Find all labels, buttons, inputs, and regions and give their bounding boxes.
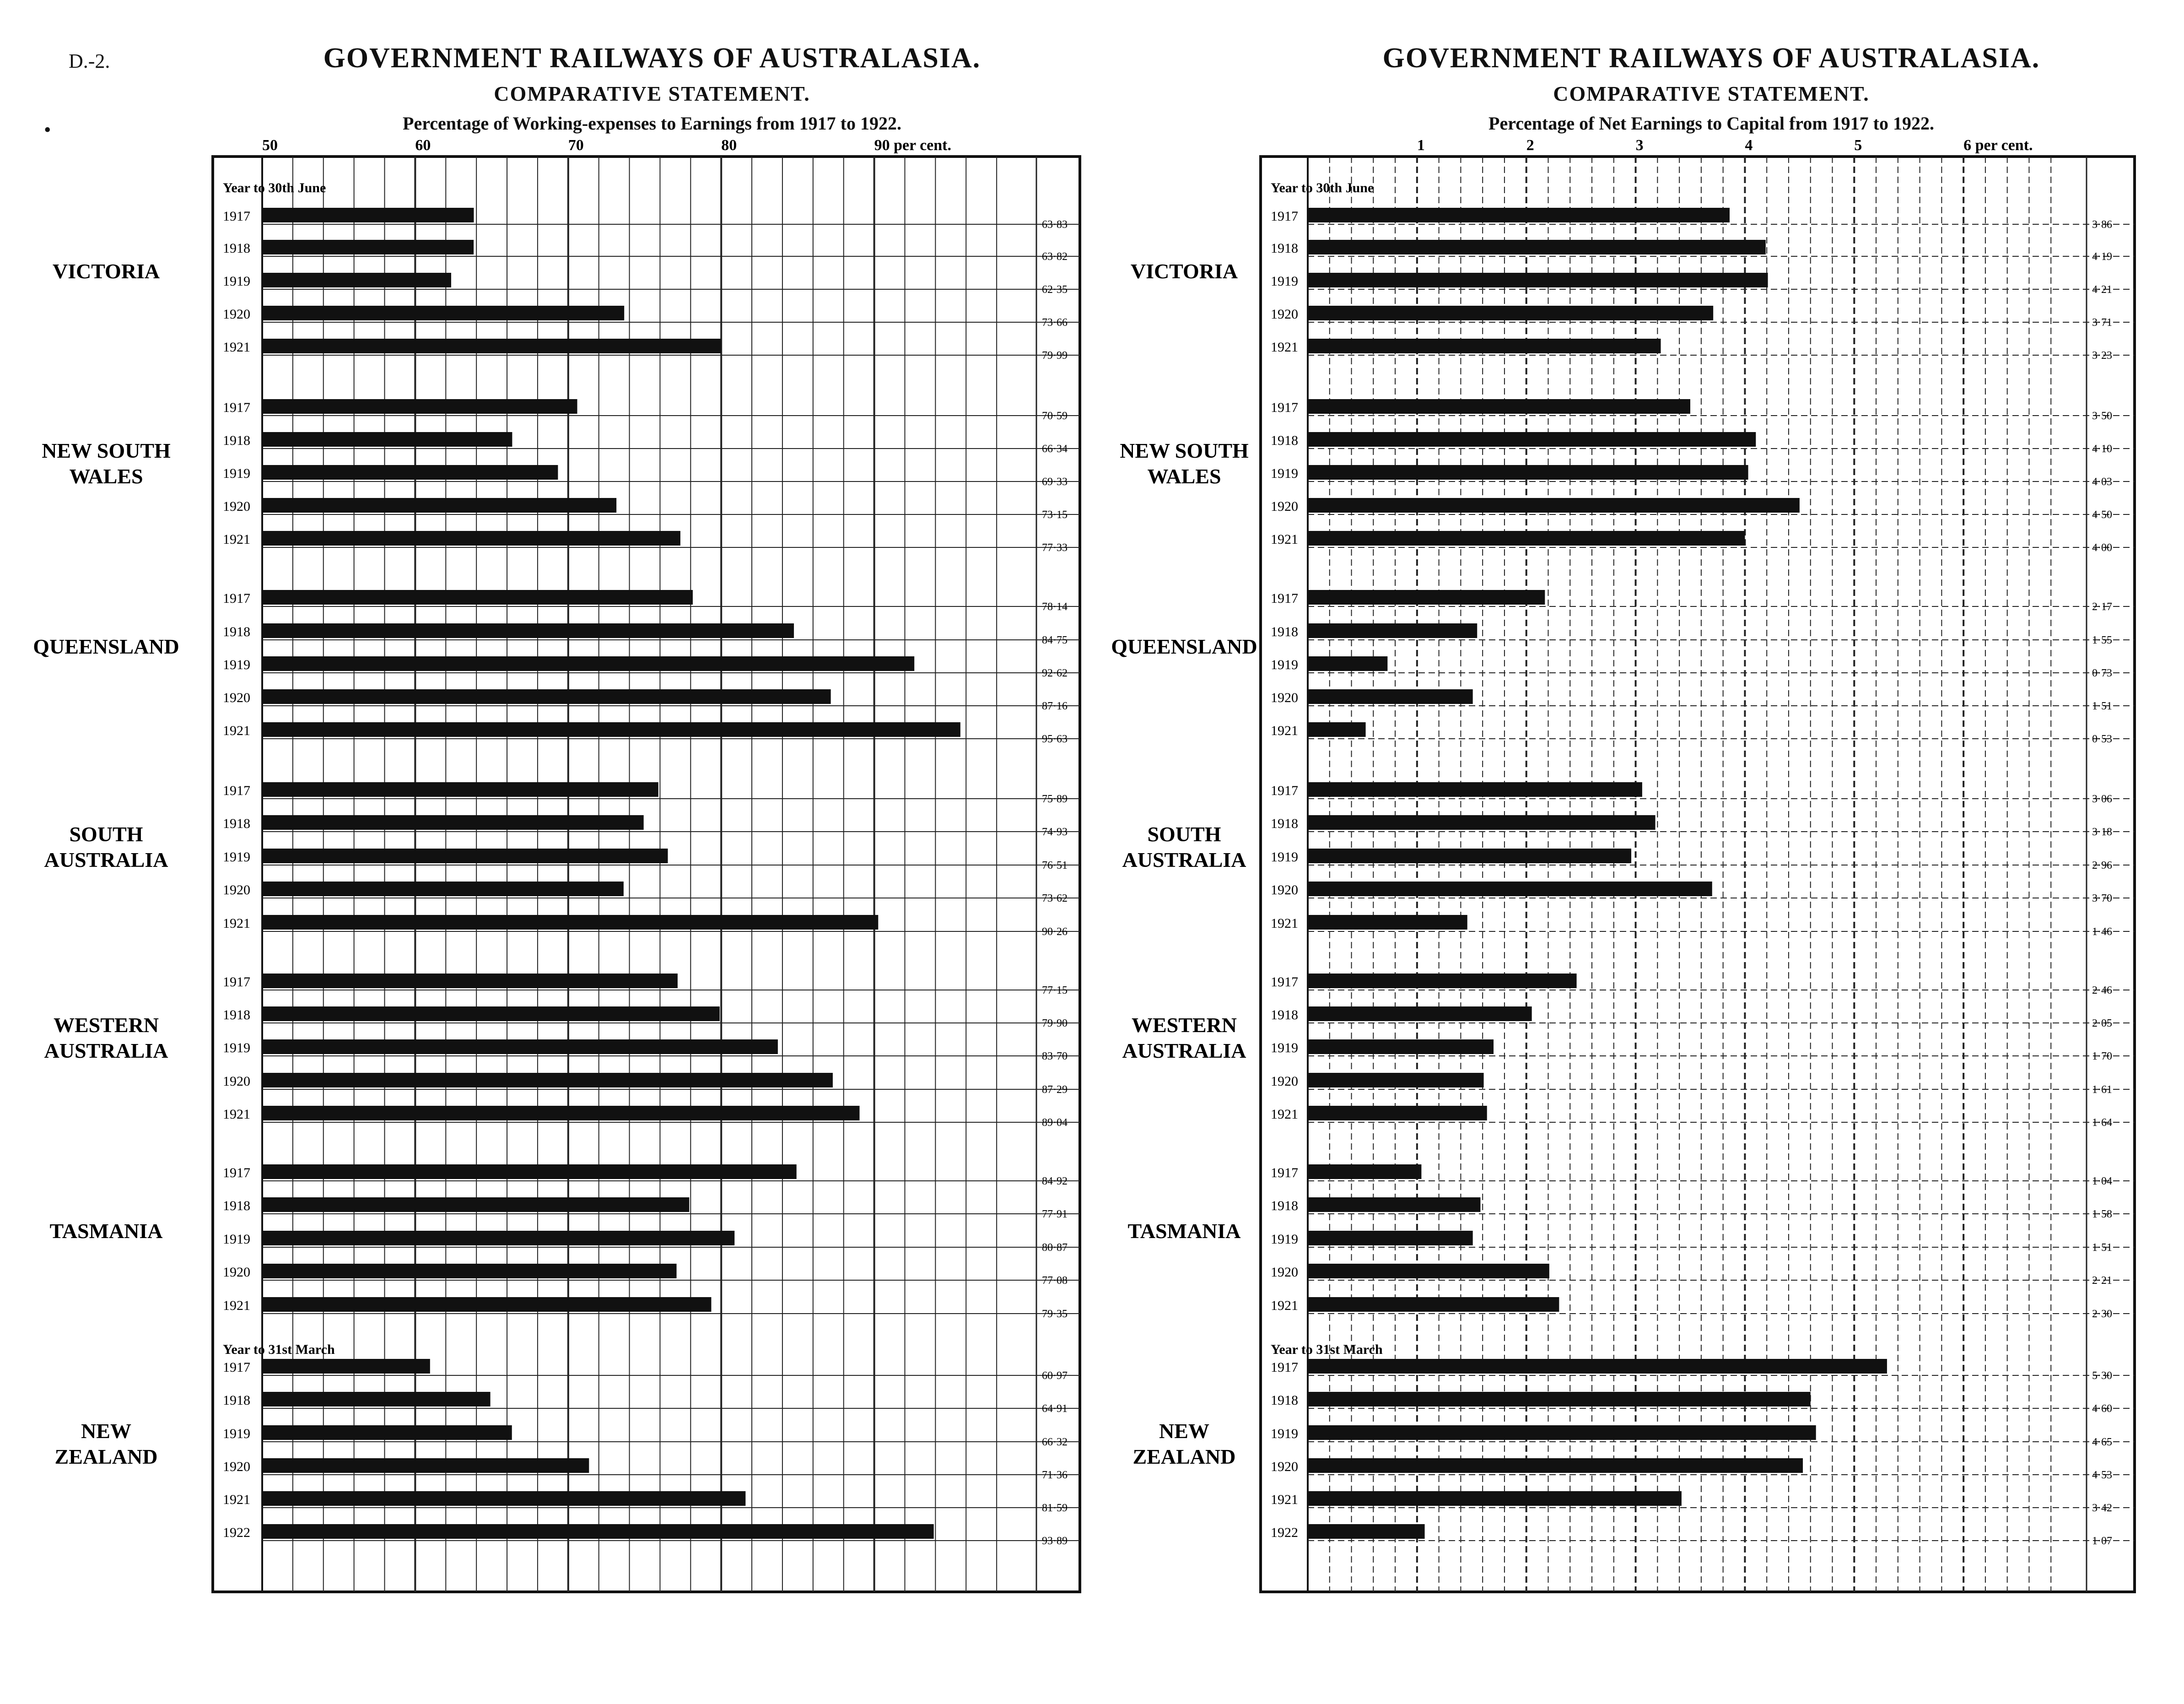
year-label: 1921 xyxy=(1271,1298,1298,1313)
year-label: 1921 xyxy=(1271,916,1298,931)
value-label: 77·15 xyxy=(1042,985,1068,996)
stray-mark: • xyxy=(44,119,51,141)
value-label: 0·53 xyxy=(2092,733,2112,745)
value-label: 74·93 xyxy=(1042,826,1068,838)
group-label: ZEALAND xyxy=(54,1445,158,1468)
value-label: 77·91 xyxy=(1042,1208,1068,1220)
left-chart-title: GOVERNMENT RAILWAYS OF AUSTRALASIA. xyxy=(323,43,981,74)
value-label: 3·50 xyxy=(2092,410,2112,422)
year-label: 1919 xyxy=(1271,1426,1298,1441)
year-label: 1921 xyxy=(223,340,250,355)
year-label: 1918 xyxy=(1271,1007,1298,1022)
value-label: 4·03 xyxy=(2092,476,2112,488)
value-label: 73·15 xyxy=(1042,509,1068,521)
year-label: 1922 xyxy=(1271,1525,1298,1540)
data-bar xyxy=(1308,1039,1494,1054)
value-label: 3·42 xyxy=(2092,1502,2112,1514)
value-label: 1·51 xyxy=(2092,700,2112,712)
data-bar xyxy=(1308,1073,1484,1087)
year-label: 1918 xyxy=(223,624,250,639)
value-label: 73·62 xyxy=(1042,893,1068,904)
year-label: 1918 xyxy=(1271,1198,1298,1213)
year-label: 1920 xyxy=(223,1459,250,1474)
value-label: 92·62 xyxy=(1042,667,1068,679)
year-label: 1921 xyxy=(1271,723,1298,738)
data-bar xyxy=(1308,1297,1559,1312)
data-bar xyxy=(1308,498,1800,513)
x-tick-label: 80 xyxy=(721,137,737,154)
group-label: WALES xyxy=(1147,465,1221,488)
group-label: SOUTH xyxy=(1147,822,1221,846)
year-label: 1917 xyxy=(1271,783,1298,798)
group-label: VICTORIA xyxy=(1130,260,1238,283)
value-label: 4·19 xyxy=(2092,251,2112,263)
value-label: 70·59 xyxy=(1042,410,1068,422)
year-label: 1921 xyxy=(223,916,250,931)
value-label: 80·87 xyxy=(1042,1242,1068,1254)
x-tick-label: 60 xyxy=(415,137,431,154)
year-label: 1920 xyxy=(223,882,250,898)
group-label: ZEALAND xyxy=(1132,1445,1236,1468)
x-tick-label: 1 xyxy=(1417,137,1425,154)
value-label: 1·51 xyxy=(2092,1242,2112,1254)
data-bar xyxy=(1308,1006,1532,1021)
group-label: SOUTH xyxy=(69,822,143,846)
value-label: 1·70 xyxy=(2092,1050,2112,1062)
year-label: 1918 xyxy=(1271,1393,1298,1408)
value-label: 84·92 xyxy=(1042,1175,1068,1187)
year-label: 1920 xyxy=(1271,499,1298,514)
data-bar xyxy=(1308,974,1577,988)
group-label: QUEENSLAND xyxy=(1111,635,1257,658)
year-label: 1920 xyxy=(223,1074,250,1089)
year-label: 1920 xyxy=(1271,882,1298,898)
x-tick-label: 5 xyxy=(1854,137,1862,154)
year-label: 1917 xyxy=(223,1360,250,1375)
value-label: 2·05 xyxy=(2092,1017,2112,1029)
value-label: 3·18 xyxy=(2092,826,2112,838)
value-label: 81·59 xyxy=(1042,1502,1068,1514)
value-label: 3·86 xyxy=(2092,219,2112,231)
value-label: 4·60 xyxy=(2092,1403,2112,1415)
group-label: NEW SOUTH xyxy=(42,439,171,462)
group-label: AUSTRALIA xyxy=(1122,848,1246,871)
data-bar xyxy=(1308,1425,1816,1440)
value-label: 2·30 xyxy=(2092,1308,2112,1320)
data-bar xyxy=(1308,1458,1803,1473)
value-label: 4·53 xyxy=(2092,1469,2112,1481)
value-label: 62·35 xyxy=(1042,284,1068,296)
value-label: 3·23 xyxy=(2092,350,2112,362)
year-label: 1919 xyxy=(1271,657,1298,672)
value-label: 4·21 xyxy=(2092,284,2112,296)
year-label: 1917 xyxy=(223,591,250,606)
group-label: AUSTRALIA xyxy=(1122,1039,1246,1062)
year-label: 1918 xyxy=(223,1007,250,1022)
value-label: 1·04 xyxy=(2092,1175,2112,1187)
value-label: 2·96 xyxy=(2092,860,2112,871)
group-label: QUEENSLAND xyxy=(33,635,179,658)
data-bar xyxy=(1308,915,1467,930)
value-label: 2·46 xyxy=(2092,985,2112,996)
value-label: 4·50 xyxy=(2092,509,2112,521)
year-label: 1917 xyxy=(223,400,250,415)
year-label: 1919 xyxy=(1271,1040,1298,1055)
value-label: 75·89 xyxy=(1042,793,1068,805)
year-label: 1920 xyxy=(1271,1074,1298,1089)
group-label: AUSTRALIA xyxy=(44,1039,168,1062)
group-label: WESTERN xyxy=(1131,1013,1237,1037)
header-year-to-31st-march: Year to 31st March xyxy=(223,1342,335,1357)
year-label: 1917 xyxy=(1271,974,1298,990)
value-label: 3·06 xyxy=(2092,793,2112,805)
group-label: VICTORIA xyxy=(52,260,160,283)
value-label: 4·00 xyxy=(2092,542,2112,554)
right-chart-caption: Percentage of Net Earnings to Capital from 1917 to 1922. xyxy=(1488,113,1934,134)
value-label: 3·70 xyxy=(2092,893,2112,904)
data-bar xyxy=(1308,465,1748,480)
year-label: 1917 xyxy=(1271,1360,1298,1375)
group-label: NEW xyxy=(1159,1419,1209,1443)
year-label: 1920 xyxy=(1271,1459,1298,1474)
value-label: 87·16 xyxy=(1042,700,1068,712)
value-label: 79·90 xyxy=(1042,1017,1068,1029)
left-chart-caption: Percentage of Working-expenses to Earnings from 1917 to 1922. xyxy=(403,113,901,134)
year-label: 1917 xyxy=(1271,591,1298,606)
value-label: 1·61 xyxy=(2092,1084,2112,1096)
value-label: 93·89 xyxy=(1042,1535,1068,1547)
value-label: 69·33 xyxy=(1042,476,1068,488)
value-label: 0·73 xyxy=(2092,667,2112,679)
year-label: 1921 xyxy=(223,1298,250,1313)
value-label: 73·66 xyxy=(1042,317,1068,329)
year-label: 1921 xyxy=(1271,1107,1298,1122)
value-label: 76·51 xyxy=(1042,860,1068,871)
year-label: 1919 xyxy=(1271,274,1298,289)
year-label: 1919 xyxy=(223,1426,250,1441)
value-label: 4·65 xyxy=(2092,1436,2112,1448)
year-label: 1920 xyxy=(223,499,250,514)
value-label: 64·91 xyxy=(1042,1403,1068,1415)
year-label: 1919 xyxy=(223,1040,250,1055)
year-label: 1921 xyxy=(1271,340,1298,355)
x-tick-label: 90 per cent. xyxy=(874,137,951,154)
value-label: 89·04 xyxy=(1042,1117,1068,1129)
data-bar xyxy=(1308,722,1366,737)
data-bar xyxy=(1308,208,1730,222)
value-label: 1·58 xyxy=(2092,1208,2112,1220)
page-identifier: D.-2. xyxy=(69,50,110,72)
year-label: 1919 xyxy=(223,657,250,672)
data-bar xyxy=(1308,1197,1480,1212)
year-label: 1919 xyxy=(1271,466,1298,481)
value-label: 79·35 xyxy=(1042,1308,1068,1320)
year-label: 1920 xyxy=(1271,690,1298,705)
year-label: 1920 xyxy=(223,307,250,322)
data-bar xyxy=(1308,240,1766,254)
value-label: 66·34 xyxy=(1042,443,1068,455)
group-label: NEW xyxy=(81,1419,131,1443)
value-label: 63·83 xyxy=(1042,219,1068,231)
x-tick-label: 3 xyxy=(1635,137,1644,154)
year-label: 1917 xyxy=(223,783,250,798)
value-label: 4·10 xyxy=(2092,443,2112,455)
data-bar xyxy=(1308,1164,1421,1179)
x-tick-label: 2 xyxy=(1526,137,1534,154)
value-label: 1·64 xyxy=(2092,1117,2112,1129)
data-bar xyxy=(1308,1106,1487,1120)
group-label: TASMANIA xyxy=(1127,1219,1241,1243)
year-label: 1921 xyxy=(223,1492,250,1507)
group-label: AUSTRALIA xyxy=(44,848,168,871)
x-tick-label: 70 xyxy=(568,137,584,154)
value-label: 2·21 xyxy=(2092,1275,2112,1287)
header-year-to-30th-june: Year to 30th June xyxy=(1271,180,1374,195)
value-label: 87·29 xyxy=(1042,1084,1068,1096)
year-label: 1918 xyxy=(223,816,250,831)
right-chart-subtitle: COMPARATIVE STATEMENT. xyxy=(1553,82,1870,105)
data-bar xyxy=(1308,882,1712,896)
year-label: 1921 xyxy=(223,723,250,738)
data-bar xyxy=(1308,590,1545,605)
data-bar xyxy=(1308,1359,1887,1374)
value-label: 66·32 xyxy=(1042,1436,1068,1448)
value-label: 84·75 xyxy=(1042,634,1068,646)
year-label: 1918 xyxy=(223,433,250,448)
value-label: 60·97 xyxy=(1042,1370,1068,1382)
value-label: 79·99 xyxy=(1042,350,1068,362)
year-label: 1917 xyxy=(223,209,250,224)
data-bar xyxy=(1308,849,1631,863)
data-bar xyxy=(1308,1231,1473,1245)
year-label: 1917 xyxy=(223,1165,250,1180)
year-label: 1921 xyxy=(1271,1492,1298,1507)
year-label: 1921 xyxy=(1271,532,1298,547)
year-label: 1918 xyxy=(1271,624,1298,639)
value-label: 1·07 xyxy=(2092,1535,2112,1547)
year-label: 1920 xyxy=(223,1265,250,1280)
value-label: 90·26 xyxy=(1042,926,1068,938)
year-label: 1917 xyxy=(1271,1165,1298,1180)
x-tick-label: 6 per cent. xyxy=(1963,137,2033,154)
value-label: 78·14 xyxy=(1042,601,1068,613)
year-label: 1918 xyxy=(223,1198,250,1213)
data-bar xyxy=(1308,339,1661,353)
data-bar xyxy=(1308,1524,1425,1539)
data-bar xyxy=(1308,273,1768,287)
value-label: 2·17 xyxy=(2092,601,2112,613)
year-label: 1918 xyxy=(1271,241,1298,256)
year-label: 1918 xyxy=(1271,816,1298,831)
value-label: 1·55 xyxy=(2092,634,2112,646)
data-bar xyxy=(1308,1392,1811,1406)
year-label: 1919 xyxy=(223,1232,250,1247)
year-label: 1917 xyxy=(223,974,250,990)
year-label: 1919 xyxy=(223,849,250,865)
value-label: 77·33 xyxy=(1042,542,1068,554)
data-bar xyxy=(1308,623,1477,638)
data-bar xyxy=(1308,531,1745,546)
year-label: 1918 xyxy=(223,1393,250,1408)
value-label: 95·63 xyxy=(1042,733,1068,745)
year-label: 1919 xyxy=(223,466,250,481)
year-label: 1920 xyxy=(1271,1265,1298,1280)
value-label: 83·70 xyxy=(1042,1050,1068,1062)
data-bar xyxy=(1308,306,1713,320)
data-bar xyxy=(1308,399,1690,414)
left-chart-subtitle: COMPARATIVE STATEMENT. xyxy=(494,82,810,105)
right-chart-title: GOVERNMENT RAILWAYS OF AUSTRALASIA. xyxy=(1382,43,2040,74)
value-label: 5·30 xyxy=(2092,1370,2112,1382)
value-label: 3·71 xyxy=(2092,317,2112,329)
year-label: 1919 xyxy=(1271,849,1298,865)
year-label: 1918 xyxy=(1271,433,1298,448)
data-bar xyxy=(1308,1491,1682,1506)
group-label: WALES xyxy=(69,465,143,488)
value-label: 77·08 xyxy=(1042,1275,1068,1287)
year-label: 1917 xyxy=(1271,209,1298,224)
year-label: 1917 xyxy=(1271,400,1298,415)
year-label: 1920 xyxy=(1271,307,1298,322)
year-label: 1921 xyxy=(223,532,250,547)
year-label: 1921 xyxy=(223,1107,250,1122)
value-label: 1·46 xyxy=(2092,926,2112,938)
data-bar xyxy=(1308,432,1756,447)
value-label: 71·36 xyxy=(1042,1469,1068,1481)
group-label: WESTERN xyxy=(53,1013,159,1037)
data-bar xyxy=(1308,1264,1549,1278)
x-tick-label: 50 xyxy=(262,137,278,154)
x-tick-label: 4 xyxy=(1745,137,1753,154)
header-year-to-30th-june: Year to 30th June xyxy=(223,180,326,195)
data-bar xyxy=(1308,689,1473,704)
year-label: 1922 xyxy=(223,1525,250,1540)
group-label: TASMANIA xyxy=(49,1219,163,1243)
year-label: 1920 xyxy=(223,690,250,705)
year-label: 1918 xyxy=(223,241,250,256)
year-label: 1919 xyxy=(1271,1232,1298,1247)
header-year-to-31st-march: Year to 31st March xyxy=(1271,1342,1383,1357)
year-label: 1919 xyxy=(223,274,250,289)
value-label: 63·82 xyxy=(1042,251,1068,263)
group-label: NEW SOUTH xyxy=(1120,439,1249,462)
data-bar xyxy=(1308,656,1387,671)
data-bar xyxy=(1308,782,1642,797)
data-bar xyxy=(1308,815,1656,830)
chart-frame xyxy=(1261,157,2135,1592)
